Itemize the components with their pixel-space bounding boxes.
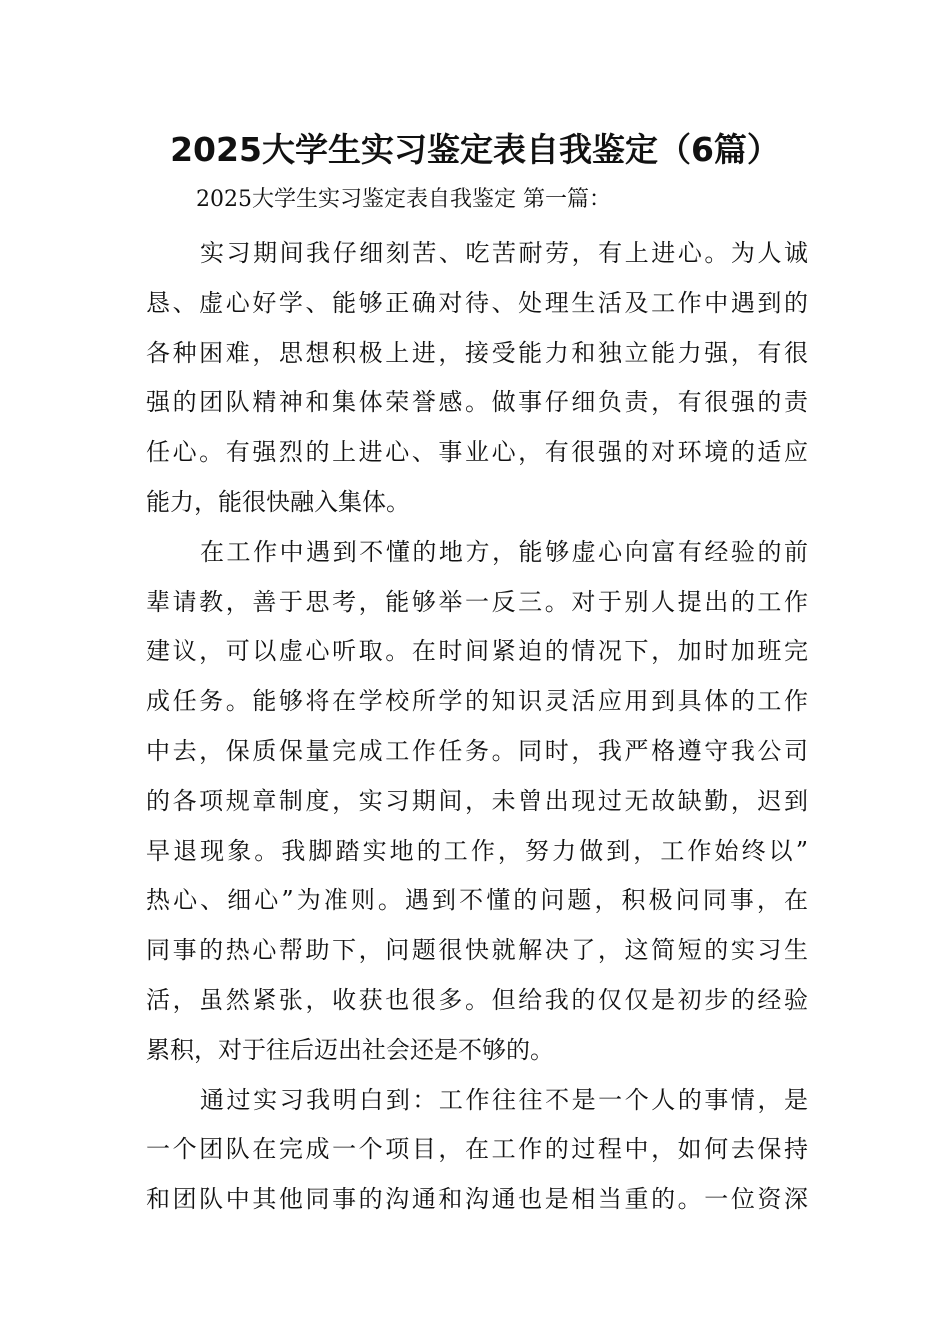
paragraph-3 — [146, 1076, 808, 1225]
text-line: 的各项规章制度，实习期间，未曾出现过无故缺勤，迟到 — [146, 786, 808, 815]
text-line: 成任务。能够将在学校所学的知识灵活应用到具体的工作 — [146, 687, 808, 716]
text-line: 活，虽然紧张，收获也很多。但给我的仅仅是初步的经验 — [146, 985, 808, 1014]
text-line: 任心。有强烈的上进心、事业心，有很强的对环境的适应 — [146, 438, 808, 467]
text-line: 恳、虚心好学、能够正确对待、处理生活及工作中遇到的 — [146, 288, 808, 317]
text-line: 实习期间我仔细刻苦、吃苦耐劳，有上进心。为人诚 — [200, 239, 808, 267]
document-title: 2025大学生实习鉴定表自我鉴定（6篇） — [170, 130, 780, 169]
text-line: 同事的热心帮助下，问题很快就解决了，这简短的实习生 — [146, 936, 808, 965]
text-line: 和团队中其他同事的沟通和沟通也是相当重的。一位资深 — [146, 1185, 808, 1214]
text-line: 辈请教，善于思考，能够举一反三。对于别人提出的工作 — [146, 587, 808, 616]
text-line: 在工作中遇到不懂的地方，能够虚心向富有经验的前 — [200, 537, 808, 566]
text-line: 通过实习我明白到：工作往往不是一个人的事情，是 — [200, 1085, 808, 1114]
paragraph-1 — [146, 229, 808, 528]
text-line: 热心、细心”为准则。遇到不懂的问题，积极问同事，在 — [146, 886, 808, 915]
text-line: 中去，保质保量完成工作任务。同时，我严格遵守我公司 — [146, 736, 808, 765]
text-line: 各种困难，思想积极上进，接受能力和独立能力强，有很 — [146, 338, 808, 367]
text-line: 累积，对于往后迈出社会还是不够的。 — [146, 1035, 554, 1064]
text-line: 能力，能很快融入集体。 — [146, 487, 410, 516]
section-subtitle: 2025大学生实习鉴定表自我鉴定 第一篇： — [196, 187, 611, 212]
text-line: 建议，可以虚心听取。在时间紧迫的情况下，加时加班完 — [146, 637, 808, 666]
document-body — [146, 229, 808, 1225]
text-line: 一个团队在完成一个项目，在工作的过程中，如何去保持 — [146, 1135, 808, 1164]
text-line: 早退现象。我脚踏实地的工作，努力做到，工作始终以” — [146, 836, 808, 865]
paragraph-2 — [146, 528, 808, 1076]
text-line: 强的团队精神和集体荣誉感。做事仔细负责，有很强的责 — [146, 388, 808, 417]
